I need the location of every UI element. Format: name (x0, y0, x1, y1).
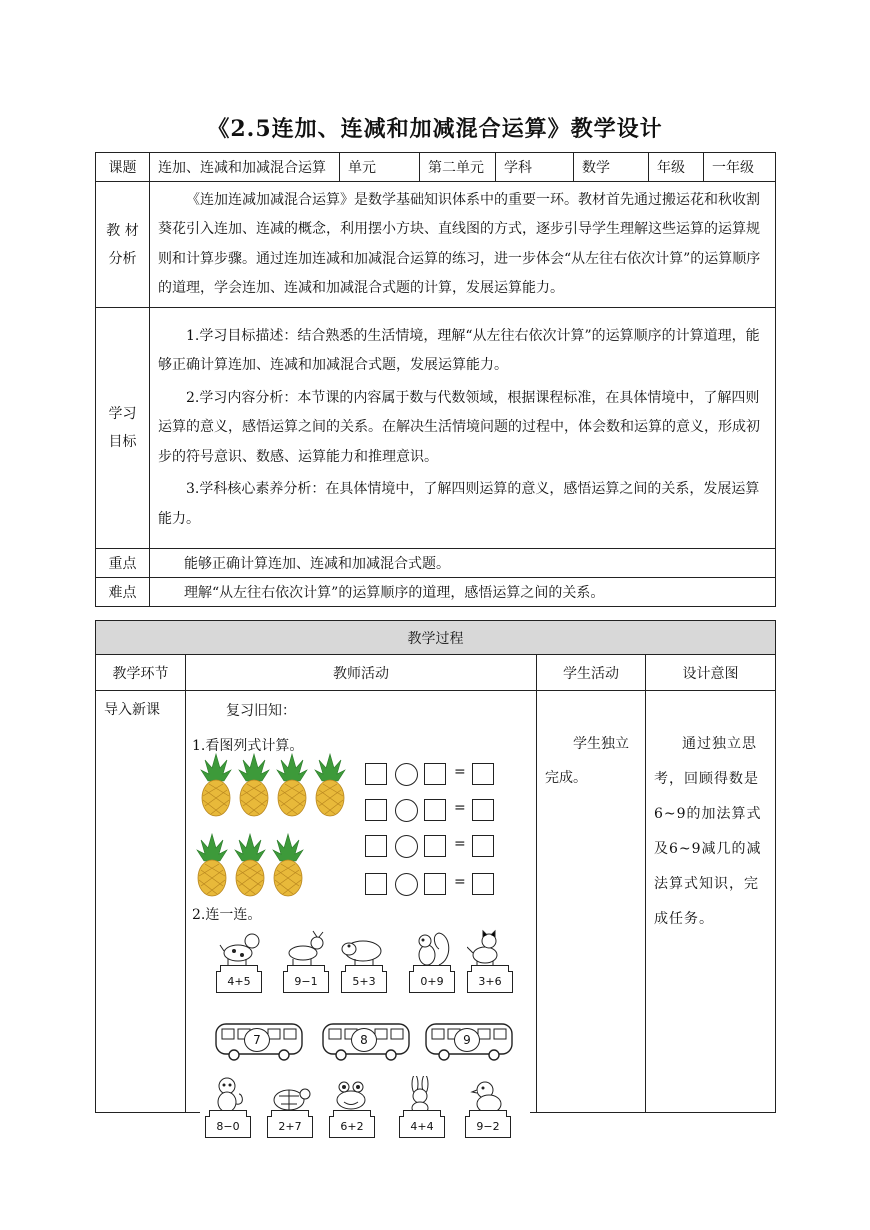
answer-box[interactable] (424, 763, 446, 785)
unit-label: 单元 (340, 153, 420, 182)
key-point-row (96, 549, 776, 578)
goals-label: 学习 目标 (96, 308, 150, 549)
card-stand (471, 965, 509, 972)
course-value: 连加、连减和加减混合运算 (150, 153, 340, 182)
goal-3: 3.学科核心素养分析：在具体情境中，了解四则运算的意义，感悟运算之间的关系，发展运算能力。 (158, 481, 760, 527)
expression-card[interactable]: 9−2 (465, 1116, 511, 1138)
header-intent: 设计意图 (646, 655, 776, 691)
expression-card[interactable]: 4+4 (399, 1116, 445, 1138)
process-title: 教学过程 (96, 621, 776, 655)
bus-number[interactable]: 8 (351, 1028, 377, 1052)
key-point-text: 能够正确计算连加、连减和加减混合式题。 (150, 549, 776, 578)
answer-box[interactable] (365, 799, 387, 821)
exercise-1-text: 1.看图列式计算。 (192, 738, 304, 754)
answer-box[interactable] (365, 873, 387, 895)
expression-card[interactable]: 3+6 (467, 971, 513, 993)
process-header-row (96, 655, 776, 691)
difficulty-label: 难点 (96, 578, 150, 607)
pineapple-icon (201, 754, 231, 816)
student-text: 学生独立完成。 (545, 736, 629, 786)
goal-2: 2.学习内容分析：本节课的内容属于数与代数领域，根据课程标准，在具体情境中，了解四则运算的意义，感悟运算之间的关系。在解决生活情境问题的过程中，体会数和运算的意义，形成初步的符号意识、数感、运算能力和推理意识。 (158, 389, 760, 465)
card-stand (220, 965, 258, 972)
card-stand (469, 1110, 507, 1117)
info-table (95, 152, 776, 607)
stage-cell: 导入新课 (96, 691, 186, 1113)
pineapple-icon (235, 834, 265, 896)
cat-icon (467, 929, 511, 969)
pineapple-icon (239, 754, 269, 816)
goals-row (96, 308, 776, 549)
dog-icon (216, 929, 260, 969)
squirrel-icon (409, 929, 453, 969)
equals-sign: = (454, 764, 466, 780)
header-student: 学生活动 (537, 655, 646, 691)
review-text: 复习旧知： (226, 703, 296, 719)
pineapple-icon (277, 754, 307, 816)
expression-card[interactable]: 9−1 (283, 971, 329, 993)
analysis-row (96, 182, 776, 308)
header-teacher: 教师活动 (186, 655, 537, 691)
pineapple-figure (195, 752, 355, 897)
goat-icon (283, 929, 327, 969)
answer-box[interactable] (472, 873, 494, 895)
hippo-icon (341, 929, 385, 969)
operator-circle[interactable] (395, 835, 418, 858)
goals-cell (150, 308, 776, 549)
header-row (96, 153, 776, 182)
operator-circle[interactable] (395, 873, 418, 896)
course-label: 课题 (96, 153, 150, 182)
expression-card[interactable]: 0+9 (409, 971, 455, 993)
card-stand (271, 1110, 309, 1117)
answer-box[interactable] (472, 763, 494, 785)
analysis-text: 《连加连减加减混合运算》是数学基础知识体系中的重要一环。教材首先通过搬运花和秋收割葵花引入连加、连减的概念，利用摆小方块、直线图的方式，逐步引导学生理解这些运算的运算规则和计算步骤。通过连加连减和加减混合运算的练习，进一步体会“从左往右依次计算”的运算顺序的道理，学会连加、连减和加减混合式题的计算，发展运算能力。 (150, 182, 776, 308)
pineapple-icon (315, 754, 345, 816)
expression-card[interactable]: 6+2 (329, 1116, 375, 1138)
bus-number[interactable]: 9 (454, 1028, 480, 1052)
header-stage: 教学环节 (96, 655, 186, 691)
card-stand (413, 965, 451, 972)
difficulty-text: 理解“从左往右依次计算”的运算顺序的道理，感悟运算之间的关系。 (150, 578, 776, 607)
expression-card[interactable]: 8−0 (205, 1116, 251, 1138)
grade-label: 年级 (649, 153, 704, 182)
operator-circle[interactable] (395, 799, 418, 822)
answer-box[interactable] (424, 873, 446, 895)
goal-1: 1.学习目标描述：结合熟悉的生活情境，理解“从左往右依次计算”的运算顺序的计算道理，能够正确计算连加、连减和加减混合式题，发展运算能力。 (158, 327, 760, 374)
subject-value: 数学 (574, 153, 649, 182)
subject-label: 学科 (496, 153, 574, 182)
card-stand (333, 1110, 371, 1117)
card-stand (403, 1110, 441, 1117)
card-stand (345, 965, 383, 972)
intent-cell (646, 691, 776, 1113)
key-point-label: 重点 (96, 549, 150, 578)
analysis-label: 教 材 分析 (96, 182, 150, 308)
expression-card[interactable]: 2+7 (267, 1116, 313, 1138)
answer-box[interactable] (365, 835, 387, 857)
expression-card[interactable]: 4+5 (216, 971, 262, 993)
card-stand (287, 965, 325, 972)
pineapple-icon (273, 834, 303, 896)
equals-sign: = (454, 800, 466, 816)
answer-box[interactable] (424, 835, 446, 857)
answer-box[interactable] (472, 835, 494, 857)
operator-circle[interactable] (395, 763, 418, 786)
exercise-2-text: 2.连一连。 (192, 907, 262, 923)
difficulty-row (96, 578, 776, 607)
grade-value: 一年级 (704, 153, 776, 182)
equals-sign: = (454, 836, 466, 852)
answer-box[interactable] (365, 763, 387, 785)
intent-text: 通过独立思考，回顾得数是6~9的加法算式及6~9减几的减法算式知识，完成任务。 (654, 736, 762, 927)
answer-box[interactable] (472, 799, 494, 821)
bus-number[interactable]: 7 (244, 1028, 270, 1052)
student-cell (537, 691, 646, 1113)
unit-value: 第二单元 (420, 153, 496, 182)
card-stand (209, 1110, 247, 1117)
document-title: 《2.5连加、连减和加减混合运算》教学设计 (207, 116, 663, 142)
answer-box[interactable] (424, 799, 446, 821)
expression-card[interactable]: 5+3 (341, 971, 387, 993)
equals-sign: = (454, 874, 466, 890)
pineapple-icon (197, 834, 227, 896)
